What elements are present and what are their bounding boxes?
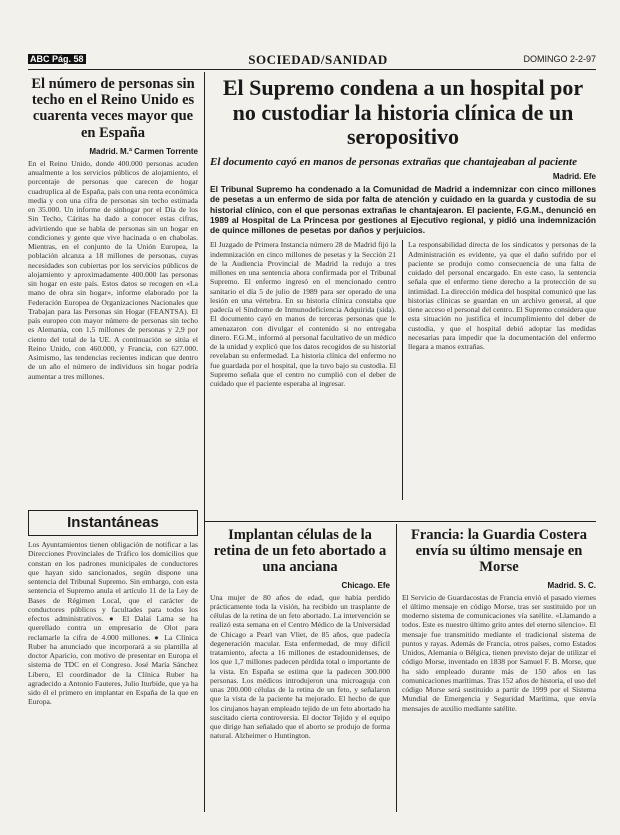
column-divider-lower — [396, 524, 397, 812]
left-article-body: En el Reino Unido, donde 400.000 personas acuden anualmente a los servicios públicos de alojamiento, el porcentaje de personas que carecen de hogar cuadruplica al de España, país con una renta económica media y con una cifra de personas sin techo estimada en 35.000. Un informe de sinhogar por el Día de los Sin Techo, Cáritas ha dado a conocer estas cifras, advirtiendo que se habla de personas sin un hogar en condiciones y gente que vive hacinada o en chabolas. Mientras, en el conjunto de la Unión Europea, la población alcanza a 18 millones de personas, cuyas necesidades son cubiertas por los servicios públicos de alojamiento y aproximadamente 400.000 las personas sin hogar en este país. Estos datos se recogen en «La mano de obra sin hogar», informe elaborado por la Federación Europea de Organizaciones Nacionales que Trabajan para las Personas sin Hogar (FEANTSA). El país europeo con mayor número de personas sin techo es Alemania, con 1,5 millones de personas y 2,9 por ciento del total de la UE. A continuación se sitúa el Reino Unido, con 460.000, y Francia, con 627.000. Asimismo, las tendencias recientes indican que dentro de un año el número de individuos sin hogar podría aumentar a tres millones. — [28, 158, 198, 381]
main-article-col2: La responsabilidad directa de los sindicatos y personas de la Administración es evidente, ya que el daño sufrido por el paciente se produjo como consecuencia de una falta de cuidado del personal encargado. En este caso, la sentencia señala que el enfermo tiene derecho a la protección de su intimidad. La dirección médica del hospital comunicó que las historias clínicas se guardan en un archivo general, al que tiene acceso el personal del centro. El Supremo considera que esta situación no justifica el incumplimiento del deber de custodia, y que el hospital debió adoptar las medidas necesarias para impedir que la documentación del enfermo llegara a manos extrañas. — [408, 240, 596, 352]
france-article — [402, 527, 596, 813]
france-article-body: El Servicio de Guardacostas de Francia envió el pasado viernes el último mensaje en código Morse, tras ser sustituido por un moderno sistema de comunicaciones vía satélite. «Llamando a todos. Este es nuestro último grito antes del eterno silencio». El mensaje fue transmitido mediante el tradicional sistema de puntos y rayas. Además de Francia, otros países, como Estados Unidos, Alemania o Bélgica, tienen previsto dejar de utilizar el código Morse, inventado en 1838 por Samuel F. B. Morse, que ha sido empleado durante más de 150 años en las comunicaciones marítimas. Tras 152 años de historia, el uso del código Morse será sustituido a partir de 1999 por el Sistema Mundial de Emergencia y Seguridad Marítima, que envía mensajes de auxilio mediante satélite. — [402, 592, 596, 713]
left-article — [28, 76, 198, 500]
retina-article-body: Una mujer de 80 años de edad, que había perdido prácticamente toda la visión, ha recibido un trasplante de células de la retina de un feto abortado. La intervención se realizó esta semana en el Centro Médico de la Universidad de Chicago a Pearl van Vliet, de 85 años, que padecía degeneración macular. Esta enfermedad, de muy difícil tratamiento, afecta a 16 millones de estadounidenses, de los que 1,7 millones padecen pérdida total o importante de la vista. En España se estima que la padecen 300.000 personas. Los médicos introdujeron una microaguja con unas 200.000 células de la retina de un feto, y señalaron que la vista de la paciente ha mejorado. El hecho de que los cirujanos hayan empleado tejido de un feto abortado ha suscitado cierta controversia. El doctor Tejido y el equipo que dirige han señalado que el aborto se produjo de forma natural. Alzheimer o Huntington. — [210, 592, 390, 741]
column-divider-left — [204, 72, 205, 812]
main-article-deck: El documento cayó en manos de personas extrañas que chantajeaban al paciente — [210, 155, 577, 168]
page-header — [28, 52, 596, 68]
retina-article-byline: Chicago. Efe — [341, 580, 390, 590]
left-article-headline: El número de personas sin techo en el Reino Unido es cuarenta veces mayor que en España — [31, 76, 195, 141]
france-article-byline: Madrid. S. C. — [547, 580, 596, 590]
left-article-byline: Madrid. M.ª Carmen Torrente — [89, 146, 198, 156]
instantaneas-title: Instantáneas — [67, 514, 159, 531]
main-article-columns — [210, 240, 596, 500]
instantaneas-title-box — [28, 510, 198, 536]
main-article — [210, 76, 596, 516]
lower-articles-rule — [204, 521, 596, 522]
instantaneas-body: Los Ayuntamientos tienen obligación de notificar a las Direcciones Provinciales de Tráfico los domicilios que constan en los padrones municipales de conductores que hayan sido sancionados, según dispone una sentencia del Tribunal Supremo. Sin embargo, con esta sentencia el Supremo anula el artículo 11 de la Ley de Bases de Régimen Local, que el carácter de conductores públicos y facultades para todos los efectos administrativos. ● El Dalai Lama se ha querellado contra un empresario de Olot para reclamarle la cifra de 4.000 millones. ● La Clínica Ruber ha anunciado que incorporará a su plantilla al doctor Aparicio, con motivo de presentar en Europa el sistema de TDC en el Congreso. José María Sánchez Líbero, El coordinador de la Clínica Ruber ha agradecido a Antonio Fauteres, Julio Iturbide, que ya ha sido él el primero en implantar en España de la que en Europa. — [28, 540, 198, 707]
header-rule — [28, 69, 596, 70]
main-article-lead: El Tribunal Supremo ha condenado a la Comunidad de Madrid a indemnizar con cinco millones de pesetas a un enfermo de sida por falta de atención y cuidado en la guarda y custodia de su historial clínico, con el que personas extrañas le chantajearon. El paciente, F.G.M., denunció en 1989 al Hospital de La Princesa por gestiones al Ejecutivo regional, y pidió una indemnización de quince millones de pesetas por daños y perjuicios. — [210, 184, 596, 236]
main-article-headline: El Supremo condena a un hospital por no custodiar la historia clínica de un seropositivo — [222, 76, 584, 150]
main-article-col1: El Juzgado de Primera Instancia número 28 de Madrid fijó la indemnización en cinco millones de pesetas y la Sección 21 de la Audiencia Provincial de Madrid la redujo a tres millones en una sentencia ahora confirmada por el Tribunal Supremo. El enfermo ingresó en el mencionado centro sanitario el día 5 de julio de 1989 para ser operado de una lesión en una vértebra. En su historia clínica constaba que padecía el Síndrome de Inmunodeficiencia Adquirida (sida). El documento cayó en manos de terceras personas que le amenazaron con divulgar el contenido si no entregaba dinero. F.G.M., informó al personal facultativo de un médico de la unidad y explicó que los datos recogidos de su historial revelaban su enfermedad. La historia clínica del enfermo no fue guardada por el hospital, que la tuvo bajo su custodia. El Supremo señala que el centro no cumplió con el deber de cuidado que el paciente esperaba al ingresar. — [210, 240, 396, 389]
france-article-headline: Francia: la Guardia Costera envía su último mensaje en Morse — [411, 527, 587, 576]
instantaneas-body-wrap — [28, 540, 198, 808]
section-title: SOCIEDAD/SANIDAD — [248, 52, 388, 67]
main-article-byline: Madrid. Efe — [552, 172, 596, 182]
retina-article — [210, 527, 390, 813]
page-label: ABC Pág. 58 — [30, 54, 84, 64]
main-article-col-divider — [402, 240, 403, 500]
retina-article-headline: Implantan células de la retina de un feto abortado a una anciana — [213, 527, 387, 576]
issue-date: DOMINGO 2-2-97 — [523, 54, 596, 64]
